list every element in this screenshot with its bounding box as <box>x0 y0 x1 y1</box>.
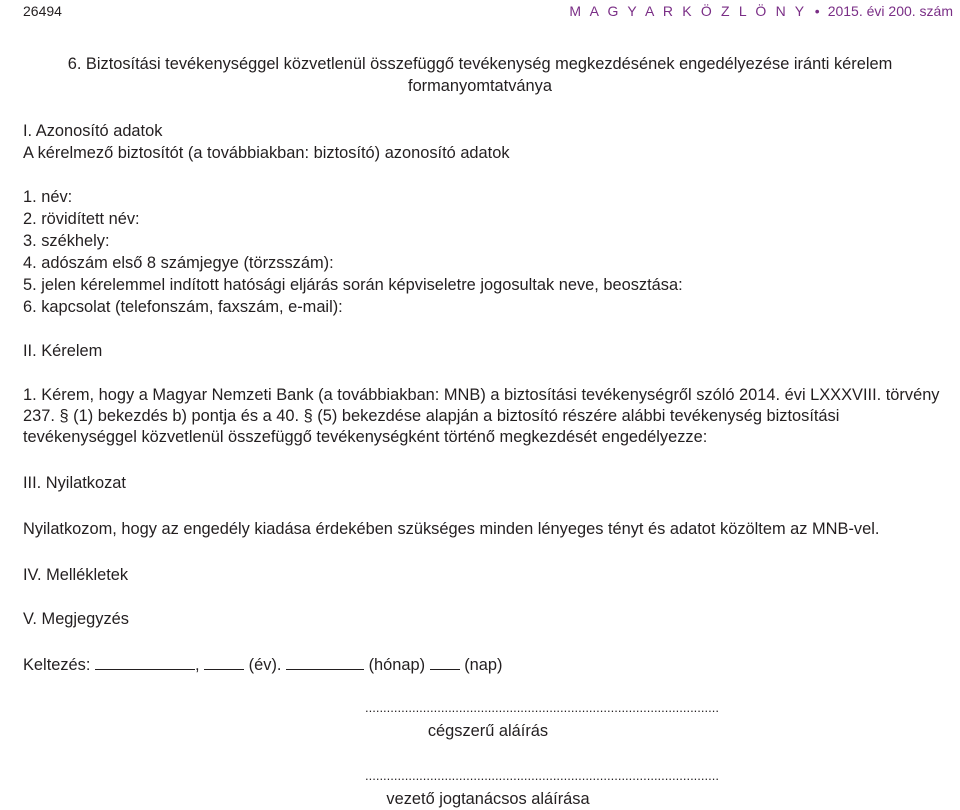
request-line-1: 1. Kérem, hogy a Magyar Nemzeti Bank (a továbbiakban: MNB) a biztosítási tevékenységről szóló 2014. évi LXXXVIII. törvény <box>23 386 940 404</box>
date-label: Keltezés: <box>23 656 91 674</box>
section-1-subheading: A kérelmező biztosítót (a továbbiakban: biztosító) azonosító adatok <box>23 144 510 162</box>
form-title-line-2: formanyomtatványa <box>408 77 552 95</box>
section-4-heading: IV. Mellékletek <box>23 566 129 584</box>
section-2-request-text <box>23 385 943 448</box>
company-signature-label: cégszerű aláírás <box>427 722 549 740</box>
month-blank[interactable] <box>286 656 364 670</box>
month-label: (hónap) <box>368 656 426 674</box>
section-5-heading: V. Megjegyzés <box>23 610 129 628</box>
section-1-heading: I. Azonosító adatok <box>23 122 163 140</box>
field-short-name-label: 2. rövidített név: <box>23 210 140 228</box>
year-blank[interactable] <box>204 656 244 670</box>
day-label: (nap) <box>464 656 503 674</box>
field-representatives-label: 5. jelen kérelemmel indított hatósági eljárás során képviseletre jogosultak neve, beosztása: <box>23 276 683 294</box>
date-line <box>23 654 502 676</box>
counsel-signature-line[interactable]: .................................................................................................. <box>365 768 719 783</box>
request-line-3: tevékenységgel közvetlenül összefüggő tevékenységként történő megkezdését engedélyezze: <box>23 428 708 446</box>
section-3-heading: III. Nyilatkozat <box>23 474 126 492</box>
field-contact-label: 6. kapcsolat (telefonszám, faxszám, e-mail): <box>23 298 343 316</box>
place-blank[interactable] <box>95 656 195 670</box>
section-2-heading: II. Kérelem <box>23 342 103 360</box>
company-signature-line[interactable]: .................................................................................................. <box>365 700 719 715</box>
running-header <box>569 3 953 19</box>
form-title-line-1: 6. Biztosítási tevékenységgel közvetlenül összefüggő tevékenység megkezdésének engedélyezése iránti kérelem <box>67 55 893 73</box>
request-line-2: 237. § (1) bekezdés b) pontja és a 40. § (5) bekezdése alapján a biztosító részére alábbi tevékenység biztosítási <box>23 407 840 425</box>
field-name-label: 1. név: <box>23 188 73 206</box>
day-blank[interactable] <box>430 656 460 670</box>
page-number: 26494 <box>23 3 62 19</box>
counsel-signature-label: vezető jogtanácsos aláírása <box>386 790 590 808</box>
form-title <box>0 53 960 97</box>
year-label: (év). <box>248 656 282 674</box>
field-tax-number-label: 4. adószám első 8 számjegye (törzsszám): <box>23 254 334 272</box>
date-comma: , <box>194 656 200 674</box>
field-seat-label: 3. székhely: <box>23 232 110 250</box>
header-bullet: • <box>814 3 820 19</box>
declaration-text: Nyilatkozom, hogy az engedély kiadása érdekében szükséges minden lényeges tényt és adatot közöltem az MNB-vel. <box>23 520 880 538</box>
issue-number: 2015. évi 200. szám <box>827 3 953 19</box>
publication-name: M A G Y A R K Ö Z L Ö N Y <box>569 3 807 19</box>
